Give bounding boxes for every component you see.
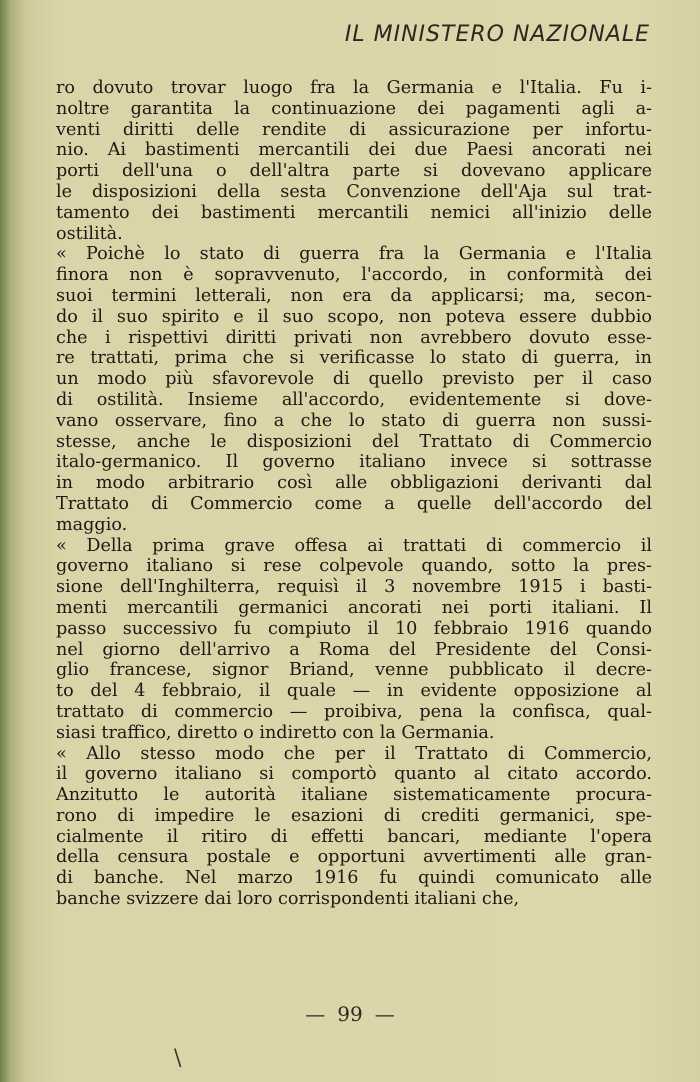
text-line: ro dovuto trovar luogo fra la Germania e l'Italia. Fu i- — [56, 78, 652, 98]
text-line: rono di impedire le esazioni di crediti germanici, spe- — [56, 805, 652, 826]
text-line: to del 4 febbraio, il quale — in evidente opposizione al — [56, 681, 652, 702]
text-line: stesse, anche le disposizioni del Trattato di Commercio — [56, 431, 652, 452]
text-line: di ostilità. Insieme all'accordo, evidentemente si dove- — [56, 389, 652, 410]
text-line: nel giorno dell'arrivo a Roma del Presidente del Consi- — [56, 639, 652, 660]
text-line: maggio. — [56, 514, 128, 535]
page-number: 99 — [337, 1002, 363, 1026]
text-line: porti dell'una o dell'altra parte si dovevano applicare — [56, 161, 652, 182]
text-line: Anzitutto le autorità italiane sistematicamente procura- — [56, 785, 652, 806]
text-line: le disposizioni della sesta Convenzione dell'Aja sul trat- — [56, 181, 652, 202]
text-line: re trattati, prima che si verificasse lo stato di guerra, in — [56, 348, 652, 369]
text-line: venti diritti delle rendite di assicurazione per infortu- — [56, 119, 652, 140]
text-line: vano osservare, fino a che lo stato di guerra non sussi- — [56, 410, 652, 431]
running-title: IL MINISTERO NAZIONALE — [344, 22, 650, 47]
text-line: governo italiano si rese colpevole quando, sotto la pres- — [56, 556, 652, 577]
text-line: suoi termini letterali, non era da applicarsi; ma, secon- — [56, 285, 652, 306]
text-line: trattato di commercio — proibiva, pena la confisca, qual- — [56, 701, 652, 722]
text-line: « Della prima grave offesa ai trattati di commercio il — [56, 535, 652, 556]
text-line: sione dell'Inghilterra, requisì il 3 novembre 1915 i basti- — [56, 577, 652, 598]
text-line: tamento dei bastimenti mercantili nemici all'inizio delle — [56, 202, 652, 223]
text-line: della censura postale e opportuni avvertimenti alle gran- — [56, 847, 652, 868]
body-text — [56, 78, 652, 910]
dash-left: — — [305, 1002, 326, 1026]
text-line: « Poichè lo stato di guerra fra la Germania e l'Italia — [56, 244, 652, 265]
text-line: do il suo spirito e il suo scopo, non poteva essere dubbio — [56, 306, 652, 327]
text-line: siasi traffico, diretto o indiretto con la Germania. — [56, 722, 495, 743]
text-line: in modo arbitrario così alle obbligazioni derivanti dal — [56, 473, 652, 494]
text-line: glio francese, signor Briand, venne pubblicato il decre- — [56, 660, 652, 681]
text-line: Trattato di Commercio come a quelle dell'accordo del — [56, 493, 652, 514]
text-line: un modo più sfavorevole di quello previsto per il caso — [56, 369, 652, 390]
text-line: di banche. Nel marzo 1916 fu quindi comunicato alle — [56, 868, 652, 889]
text-line: ostilità. — [56, 223, 123, 244]
text-line: passo successivo fu compiuto il 10 febbraio 1916 quando — [56, 618, 652, 639]
page-number-footer — [0, 1002, 700, 1026]
text-line: « Allo stesso modo che per il Trattato di Commercio, — [56, 743, 652, 764]
text-line: nio. Ai bastimenti mercantili dei due Paesi ancorati nei — [56, 140, 652, 161]
dash-right: — — [374, 1002, 395, 1026]
text-line: che i rispettivi diritti privati non avrebbero dovuto esse- — [56, 327, 652, 348]
text-line: banche svizzere dai loro corrispondenti italiani che, — [56, 889, 520, 910]
text-line: cialmente il ritiro di effetti bancari, mediante l'opera — [56, 826, 652, 847]
text-line: menti mercantili germanici ancorati nei porti italiani. Il — [56, 597, 652, 618]
text-line: il governo italiano si comportò quanto al citato accordo. — [56, 764, 652, 785]
text-line: italo-germanico. Il governo italiano invece si sottrasse — [56, 452, 652, 473]
text-line: finora non è sopravvenuto, l'accordo, in conformità dei — [56, 265, 652, 286]
stray-mark: \ — [174, 1046, 182, 1071]
text-line: noltre garantita la continuazione dei pagamenti agli a- — [56, 98, 652, 119]
